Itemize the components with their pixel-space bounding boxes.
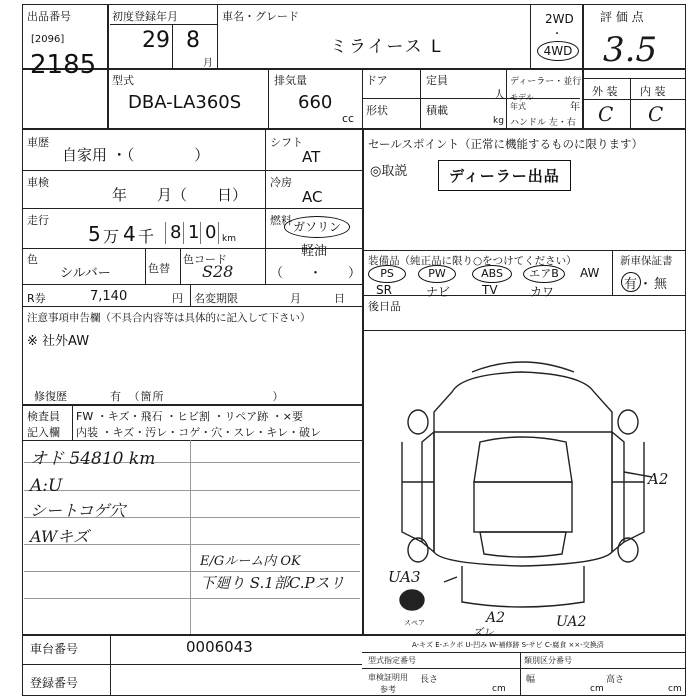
inspector-label: 検査員	[27, 410, 60, 423]
inspector-row-interior: 内装 ・キズ・汚レ・コゲ・穴・スレ・キレ・破レ	[76, 426, 322, 439]
year-unit: 年	[570, 102, 580, 113]
car-windshield	[474, 437, 572, 482]
warranty-circle-mark	[621, 272, 641, 292]
car-hood	[472, 362, 574, 372]
mileage-digit-1: 5	[88, 222, 101, 246]
warranty-label: 新車保証書	[620, 255, 673, 267]
color-value: シルバー	[60, 266, 111, 281]
capacity-unit: 人	[494, 88, 505, 101]
color-code-value: S28	[202, 262, 234, 281]
mark-bottom-shift: ズレ	[472, 626, 494, 639]
category-label: 車歴	[27, 136, 49, 149]
name-change-expiry-label: 名変期限	[194, 292, 238, 305]
equipment-airbag-circled: エアB	[523, 265, 565, 283]
wheel-rear-left	[408, 538, 428, 562]
car-rear-window	[480, 532, 566, 557]
hand-ac-u: A:U	[30, 476, 63, 496]
hand-odometer: オド 54810 km	[30, 449, 156, 469]
dealer-stamp: ディーラー出品	[438, 160, 571, 191]
car-cabin-outline	[434, 432, 612, 566]
drive-2wd: 2WD	[545, 12, 574, 26]
ac-value: AC	[302, 188, 323, 206]
mileage-label: 走行	[27, 214, 49, 227]
drive-4wd-circled: 4WD	[537, 41, 579, 61]
displacement-unit: cc	[342, 112, 355, 125]
month-unit: 月	[203, 58, 213, 69]
car-body-diagram	[362, 332, 686, 632]
equipment-tv: TV	[482, 283, 498, 297]
exterior-grade: C	[598, 102, 614, 126]
cert-use-label: 車検証明用	[368, 673, 408, 682]
model-year-label: モデル年式	[510, 93, 534, 111]
equipment-sr: SR	[376, 283, 392, 297]
handle-label: ハンドル 左・右	[510, 118, 576, 128]
equipment-abs-circled: ABS	[472, 265, 512, 283]
mark-bottom-ua2: UA2	[556, 614, 587, 630]
warranty-value: 有・無	[624, 277, 670, 292]
displacement-value: 660	[298, 92, 333, 113]
lot-prefix: [2096]	[31, 34, 65, 45]
drive-dot: ・	[552, 29, 562, 40]
repair-history-label: 修復歴	[34, 390, 67, 403]
car-right-side	[612, 432, 624, 552]
recycle-value: 7,140	[90, 289, 128, 304]
spare-tire	[400, 590, 424, 610]
lot-number-label: 出品番号	[27, 10, 71, 23]
mark-bottom-a2: A2	[486, 610, 506, 626]
length-unit: cm	[492, 684, 506, 694]
first-registration-label: 初度登録年月	[112, 10, 178, 23]
load-unit: kg	[493, 116, 504, 126]
sales-points-label: セールスポイント（正常に機能するものに限ります）	[368, 137, 643, 151]
mileage-unit-km: km	[222, 234, 236, 244]
height-label: 高さ	[606, 675, 625, 685]
model-code: DBA-LA360S	[128, 92, 242, 113]
mileage-digit-4: 1	[188, 222, 200, 243]
equipment-leather: カワ	[530, 285, 555, 299]
category-value: 自家用 ・（ ）	[62, 146, 210, 164]
car-roof	[474, 482, 572, 532]
mark-rear-ua3: UA3	[388, 568, 421, 586]
notes-value: ※ 社外AW	[27, 334, 90, 349]
shift-label: シフト	[270, 136, 303, 149]
chassis-number-value: 0006043	[186, 638, 253, 656]
mileage-unit-man: 万	[103, 227, 120, 246]
damage-legend: A-キズ E-エクボ U-凹み W-補修跡 S-サビ C-腐食 ××-交換済	[412, 641, 604, 649]
hand-undercarriage: 下廻り S.1部C.Pスリ	[200, 574, 345, 592]
equipment-ps-circled: PS	[368, 265, 406, 283]
mileage-digit-3: 8	[170, 222, 182, 243]
spare-label: スペア	[404, 619, 425, 627]
fuel-diesel: 軽油	[301, 244, 328, 259]
fuel-other: （ ・ ）	[270, 266, 362, 281]
dealer-parallel-label: ディーラー・並行	[510, 77, 582, 87]
wheel-rear-right	[618, 538, 638, 562]
color-label: 色	[27, 253, 38, 266]
mileage-digit-2: 4	[123, 222, 136, 246]
car-rear-outline	[462, 566, 584, 607]
fuel-label: 燃料	[270, 214, 292, 227]
width-label: 幅	[526, 675, 536, 685]
name-change-expiry-value: 月 日	[290, 292, 345, 305]
model-label: 型式	[112, 74, 134, 87]
repair-history-value: 有 （箇所 ）	[110, 390, 285, 403]
equipment-pw-circled: PW	[418, 265, 456, 283]
registration-number-label: 登録番号	[30, 676, 79, 690]
hand-seat-burn: シートコゲ穴	[30, 501, 126, 520]
color-code-label: 色コード	[183, 253, 227, 266]
load-label: 積載	[426, 104, 448, 117]
inspector-entry-label: 記入欄	[27, 426, 60, 439]
type-cert-label: 型式指定番号	[368, 656, 416, 665]
interior-label: 内 装	[640, 85, 666, 98]
hand-aw-scratch: AWキズ	[30, 527, 90, 546]
recycle-label: R券	[27, 292, 46, 305]
wheel-front-right	[618, 410, 638, 434]
notes-label: 注意事項申告欄（不具合内容等は具体的に記入して下さい）	[27, 312, 311, 324]
wheel-front-left	[408, 410, 428, 434]
car-name: ミライース L	[330, 37, 443, 57]
displacement-label: 排気量	[274, 74, 307, 87]
mark-right-a2: A2	[648, 470, 669, 488]
equipment-navi: ナビ	[426, 285, 451, 299]
class-number-label: 類別区分番号	[524, 656, 572, 665]
car-name-label: 車名・グレード	[222, 10, 299, 23]
evaluation-score: 3.5	[603, 30, 658, 70]
door-label: ドア	[366, 74, 388, 87]
recycle-yen: 円	[172, 292, 183, 305]
inspector-row-exterior: FW ・キズ・飛石 ・ヒビ割 ・リペア跡 ・×要	[76, 410, 303, 423]
chassis-number-label: 車台番号	[30, 642, 79, 656]
width-unit: cm	[590, 684, 604, 694]
interior-grade: C	[648, 102, 664, 126]
first-registration-year: 29	[142, 28, 170, 53]
height-unit: cm	[668, 684, 682, 694]
inspection-label: 車検	[27, 176, 49, 189]
car-left-side	[422, 432, 434, 552]
later-items-label: 後日品	[368, 300, 401, 313]
ac-label: 冷房	[270, 176, 292, 189]
inspection-value: 年 月（ 日）	[112, 186, 248, 204]
first-registration-month: 8	[186, 28, 200, 53]
shift-value: AT	[302, 148, 321, 166]
exterior-label: 外 装	[592, 85, 618, 98]
capacity-label: 定員	[426, 74, 448, 87]
evaluation-label: 評 価 点	[600, 10, 644, 24]
mileage-unit-sen: 千	[138, 227, 155, 246]
mileage-digit-5: 0	[205, 222, 217, 243]
length-label: 長さ	[420, 675, 439, 685]
reference-label: 参考	[380, 685, 396, 694]
fuel-gasoline-circled: ガソリン	[284, 216, 350, 238]
hand-engine-room: E/Gルーム内 OK	[200, 554, 301, 569]
car-front-outline	[434, 372, 612, 432]
lot-number: 2185	[30, 50, 97, 80]
manual-item: ◎取説	[370, 164, 408, 179]
shape-label: 形状	[366, 104, 388, 117]
color-change-label: 色替	[148, 262, 170, 275]
equipment-label: 装備品（純正品に限り○をつけてください）	[368, 255, 577, 267]
equipment-aw: AW	[580, 266, 600, 280]
